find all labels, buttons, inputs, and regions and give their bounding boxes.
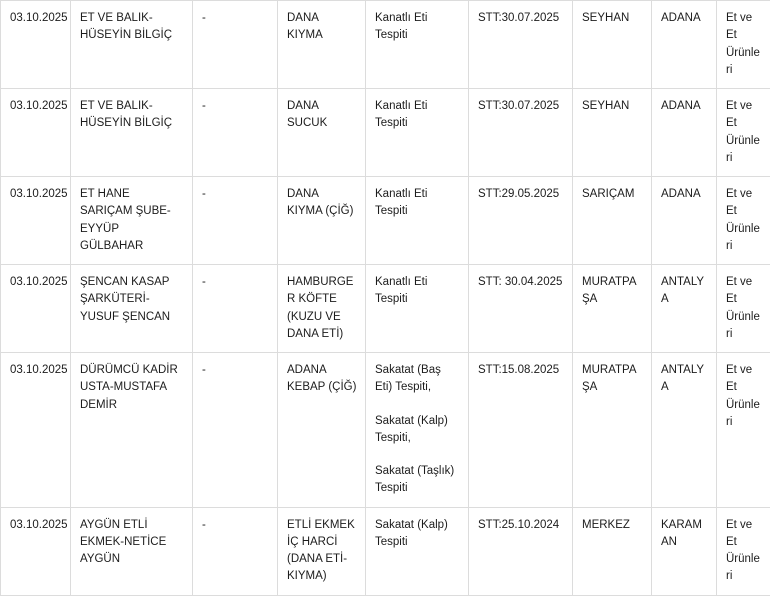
cell-firm: ET HANE SARIÇAM ŞUBE-EYYÜP GÜLBAHAR <box>71 177 193 265</box>
cell-date: 03.10.2025 <box>1 353 71 508</box>
cell-document: STT: 30.04.2025 <box>469 265 573 353</box>
cell-brand: - <box>193 89 278 177</box>
issue-line: Sakatat (Baş Eti) Tespiti, <box>375 362 460 397</box>
cell-city: ANTALYA <box>652 265 717 353</box>
issue-line: Sakatat (Kalp) Tespiti, <box>375 413 460 448</box>
cell-document: STT:25.10.2024 <box>469 507 573 595</box>
cell-issue <box>366 353 469 508</box>
cell-district: SARIÇAM <box>573 177 652 265</box>
cell-brand: - <box>193 265 278 353</box>
cell-brand: - <box>193 507 278 595</box>
issue-line: Sakatat (Kalp) Tespiti <box>375 517 460 552</box>
cell-product: ADANA KEBAP (ÇİĞ) <box>278 353 366 508</box>
cell-date: 03.10.2025 <box>1 177 71 265</box>
cell-date: 03.10.2025 <box>1 265 71 353</box>
cell-category: Et ve Et Ürünleri <box>717 507 770 595</box>
cell-district: SEYHAN <box>573 89 652 177</box>
cell-product: HAMBURGER KÖFTE (KUZU VE DANA ETİ) <box>278 265 366 353</box>
table-row <box>1 1 770 89</box>
cell-city: ANTALYA <box>652 353 717 508</box>
table-row <box>1 265 770 353</box>
cell-city: KARAMAN <box>652 507 717 595</box>
cell-document: STT:30.07.2025 <box>469 1 573 89</box>
cell-category: Et ve Et Ürünleri <box>717 353 770 508</box>
cell-issue: Kanatlı Eti Tespiti <box>366 89 469 177</box>
cell-product: ETLİ EKMEK İÇ HARCİ (DANA ETİ-KIYMA) <box>278 507 366 595</box>
cell-firm: ET VE BALIK-HÜSEYİN BİLGİÇ <box>71 89 193 177</box>
cell-district: MURATPAŞA <box>573 353 652 508</box>
cell-district: MURATPAŞA <box>573 265 652 353</box>
cell-firm: AYGÜN ETLİ EKMEK-NETİCE AYGÜN <box>71 507 193 595</box>
cell-category: Et ve Et Ürünleri <box>717 265 770 353</box>
issue-line: Sakatat (Taşlık) Tespiti <box>375 463 460 498</box>
cell-product: DANA KIYMA (ÇİĞ) <box>278 177 366 265</box>
cell-city: ADANA <box>652 89 717 177</box>
table-row <box>1 353 770 508</box>
cell-document: STT:29.05.2025 <box>469 177 573 265</box>
cell-city: ADANA <box>652 1 717 89</box>
cell-brand: - <box>193 353 278 508</box>
cell-product: DANA KIYMA <box>278 1 366 89</box>
cell-firm: ET VE BALIK-HÜSEYİN BİLGİÇ <box>71 1 193 89</box>
cell-district: MERKEZ <box>573 507 652 595</box>
table-row <box>1 89 770 177</box>
cell-district: SEYHAN <box>573 1 652 89</box>
cell-issue: Kanatlı Eti Tespiti <box>366 1 469 89</box>
cell-city: ADANA <box>652 177 717 265</box>
cell-date: 03.10.2025 <box>1 507 71 595</box>
cell-issue: Kanatlı Eti Tespiti <box>366 265 469 353</box>
cell-firm: ŞENCAN KASAP ŞARKÜTERİ-YUSUF ŞENCAN <box>71 265 193 353</box>
cell-brand: - <box>193 1 278 89</box>
cell-issue: Kanatlı Eti Tespiti <box>366 177 469 265</box>
cell-product: DANA SUCUK <box>278 89 366 177</box>
cell-document: STT:30.07.2025 <box>469 89 573 177</box>
cell-date: 03.10.2025 <box>1 1 71 89</box>
cell-issue <box>366 507 469 595</box>
cell-firm: DÜRÜMCÜ KADİR USTA-MUSTAFA DEMİR <box>71 353 193 508</box>
table-row <box>1 507 770 595</box>
cell-category: Et ve Et Ürünleri <box>717 1 770 89</box>
cell-document: STT:15.08.2025 <box>469 353 573 508</box>
table-row <box>1 177 770 265</box>
cell-category: Et ve Et Ürünleri <box>717 177 770 265</box>
cell-date: 03.10.2025 <box>1 89 71 177</box>
cell-brand: - <box>193 177 278 265</box>
cell-category: Et ve Et Ürünleri <box>717 89 770 177</box>
